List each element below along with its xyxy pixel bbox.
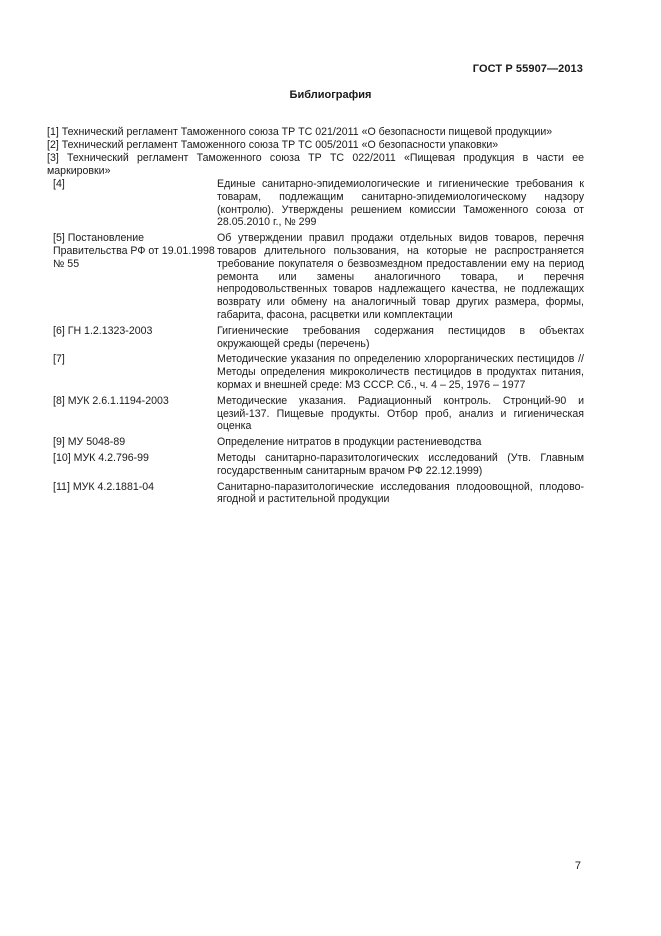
- entry-description: Санитарно-паразитологические исследования плодоовощной, плодово-ягодной и растительной продукции: [217, 480, 584, 506]
- bibliography-row: [47, 481, 584, 510]
- bibliography-row: [47, 325, 584, 354]
- reference-1: [1] Технический регламент Таможенного союза ТР ТС 021/2011 «О безопасности пищевой продукции»: [47, 126, 553, 138]
- entry-code: [10] МУК 4.2.796-99: [53, 451, 149, 464]
- entry-description: Методические указания по определению хлорорганических пестицидов // Методы определения микроколичеств пестицидов в продуктах питания, кормах и внешней среде: МЗ СССР. Сб., ч. 4 – 25, 1976 – 1977: [217, 353, 584, 391]
- entry-description: Определение нитратов в продукции растениеводства: [217, 436, 482, 449]
- reference-2: [2] Технический регламент Таможенного союза ТР ТС 005/2011 «О безопасности упаковки»: [47, 139, 499, 151]
- bibliography-table: [47, 178, 584, 509]
- entry-description: Единые санитарно-эпидемиологические и гигиенические требования к товарам, подлежащим санитарно-эпидемиологическому надзору (контролю). Утверждены решением комиссии Таможенного союза от 28.05.2010 г., № 299: [217, 178, 584, 229]
- bibliography-title: Библиография: [289, 89, 372, 101]
- bibliography-row: [47, 232, 584, 325]
- entry-code: [4]: [53, 178, 65, 190]
- bibliography-row: [47, 178, 584, 232]
- entry-code: [7]: [53, 353, 65, 366]
- entry-code: [6] ГН 1.2.1323-2003: [53, 324, 153, 337]
- entry-description: Гигиенические требования содержания пестицидов в объектах окружающей среды (перечень): [217, 324, 584, 350]
- entry-description: Об утверждении правил продажи отдельных видов товаров, перечня товаров длительного пользования, на которые не распространяется требование покупателя о безвозмездном предоставлении ему на период ремонта или замены аналогичного товара, и перечня непродовольственных товаров надлежащего качества, не подлежащих возврату или обмену на аналогичный товар других размера, формы, габарита, фасона, расцветки или комплектации: [217, 232, 584, 321]
- entry-code: [11] МУК 4.2.1881-04: [53, 480, 155, 493]
- bibliography-row: [47, 436, 584, 452]
- page-number: 7: [574, 860, 581, 872]
- document-standard-header: ГОСТ Р 55907—2013: [472, 63, 583, 75]
- entry-description: Методические указания. Радиационный контроль. Стронций-90 и цезий-137. Пищевые продукты. Отбор проб, анализ и гигиеническая оценка: [217, 394, 584, 433]
- reference-3: [3] Технический регламент Таможенного союза ТР ТС 022/2011 «Пищевая продукция в части ее маркировки»: [47, 152, 584, 177]
- bibliography-row: [47, 452, 584, 481]
- entry-description: Методы санитарно-паразитологических исследований (Утв. Главным государственным санитарным врачом РФ 22.12.1999): [217, 451, 584, 477]
- entry-code: [9] МУ 5048-89: [53, 436, 126, 449]
- entry-code: [8] МУК 2.6.1.1194-2003: [53, 394, 169, 407]
- bibliography-row: [47, 353, 584, 394]
- bibliography-row: [47, 395, 584, 436]
- entry-code: [5] Постановление Правительства РФ от 19.01.1998 № 55: [53, 232, 215, 270]
- regulation-references: [47, 126, 584, 178]
